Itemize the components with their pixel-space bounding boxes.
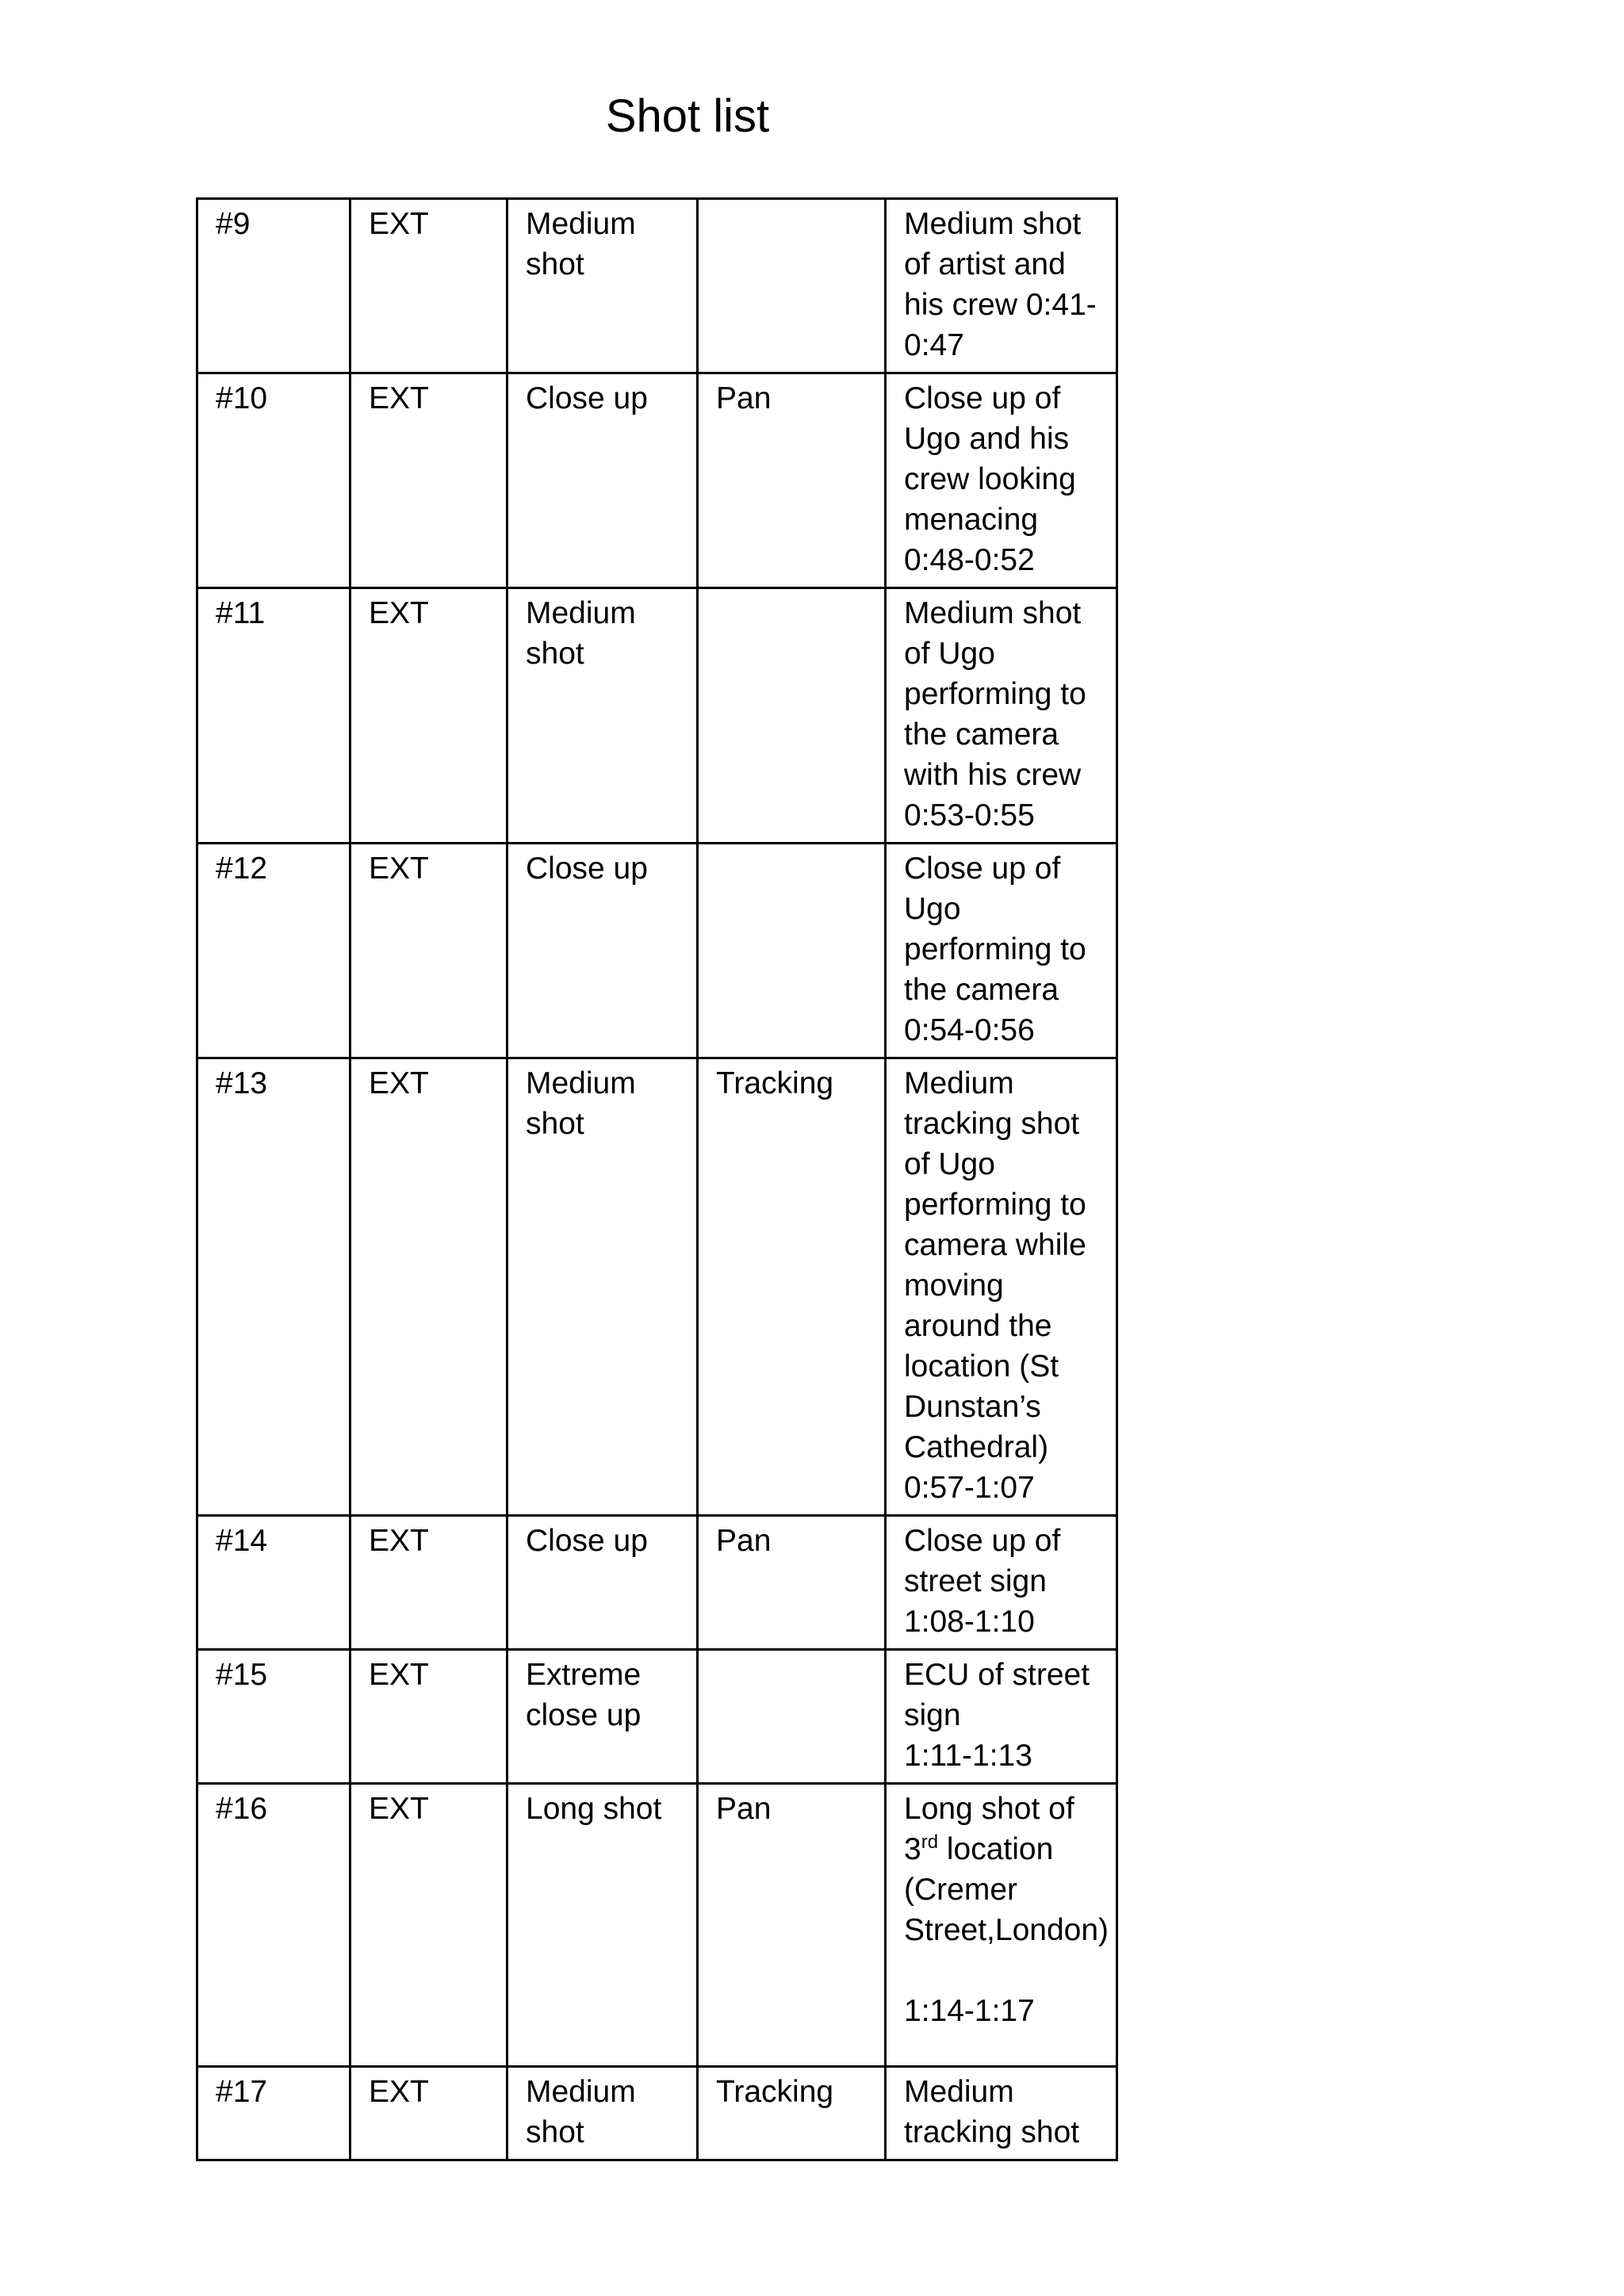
camera-movement: Tracking xyxy=(698,1058,886,1516)
shot-number: #13 xyxy=(197,1058,350,1516)
shot-number: #17 xyxy=(197,2067,350,2160)
camera-movement: Pan xyxy=(698,373,886,588)
shot-number: #11 xyxy=(197,588,350,844)
shot-number: #15 xyxy=(197,1650,350,1784)
shot-description: Close up of Ugo and his crew looking menacing 0:48-0:52 xyxy=(886,373,1117,588)
table-row xyxy=(197,1516,1117,1650)
camera-movement xyxy=(698,199,886,373)
shot-type: Medium shot xyxy=(508,2067,698,2160)
description-text: Long shot of 3 xyxy=(904,1792,1074,1866)
shot-number: #14 xyxy=(197,1516,350,1650)
camera-movement: Pan xyxy=(698,1784,886,2067)
table-row xyxy=(197,1784,1117,2067)
shot-type: Long shot xyxy=(508,1784,698,2067)
shot-type: Medium shot xyxy=(508,588,698,844)
table-row xyxy=(197,588,1117,844)
shot-location: EXT xyxy=(350,1650,508,1784)
table-row xyxy=(197,1058,1117,1516)
shot-location: EXT xyxy=(350,844,508,1058)
ordinal-suffix: rd xyxy=(921,1831,939,1853)
shot-location: EXT xyxy=(350,373,508,588)
shot-location: EXT xyxy=(350,199,508,373)
shot-number: #12 xyxy=(197,844,350,1058)
table-row xyxy=(197,199,1117,373)
shot-description: ECU of street sign 1:11-1:13 xyxy=(886,1650,1117,1784)
shot-description xyxy=(886,1784,1117,2067)
shot-type: Close up xyxy=(508,1516,698,1650)
shot-location: EXT xyxy=(350,2067,508,2160)
shot-location: EXT xyxy=(350,1784,508,2067)
shot-number: #10 xyxy=(197,373,350,588)
shot-type: Close up xyxy=(508,844,698,1058)
shot-number: #16 xyxy=(197,1784,350,2067)
shot-description: Close up of street sign 1:08-1:10 xyxy=(886,1516,1117,1650)
camera-movement: Tracking xyxy=(698,2067,886,2160)
page-title: Shot list xyxy=(605,90,770,142)
shot-type: Medium shot xyxy=(508,1058,698,1516)
shot-description: Medium tracking shot xyxy=(886,2067,1117,2160)
shot-type: Extreme close up xyxy=(508,1650,698,1784)
shot-description: Medium tracking shot of Ugo performing to camera while moving around the location (St Dunstan’s Cathedral) 0:57-1:07 xyxy=(886,1058,1117,1516)
shot-list-table xyxy=(196,197,1118,2161)
table-row xyxy=(197,2067,1117,2160)
shot-type: Medium shot xyxy=(508,199,698,373)
shot-type: Close up xyxy=(508,373,698,588)
camera-movement xyxy=(698,1650,886,1784)
shot-location: EXT xyxy=(350,1516,508,1650)
description-text: location (Cremer Street,London) 1:14-1:17 xyxy=(904,1832,1109,2028)
shot-location: EXT xyxy=(350,588,508,844)
table-row xyxy=(197,844,1117,1058)
camera-movement xyxy=(698,588,886,844)
camera-movement: Pan xyxy=(698,1516,886,1650)
camera-movement xyxy=(698,844,886,1058)
table-row xyxy=(197,1650,1117,1784)
shot-description: Medium shot of Ugo performing to the camera with his crew 0:53-0:55 xyxy=(886,588,1117,844)
shot-number: #9 xyxy=(197,199,350,373)
shot-description: Close up of Ugo performing to the camera 0:54-0:56 xyxy=(886,844,1117,1058)
shot-location: EXT xyxy=(350,1058,508,1516)
table-row xyxy=(197,373,1117,588)
shot-description: Medium shot of artist and his crew 0:41- 0:47 xyxy=(886,199,1117,373)
